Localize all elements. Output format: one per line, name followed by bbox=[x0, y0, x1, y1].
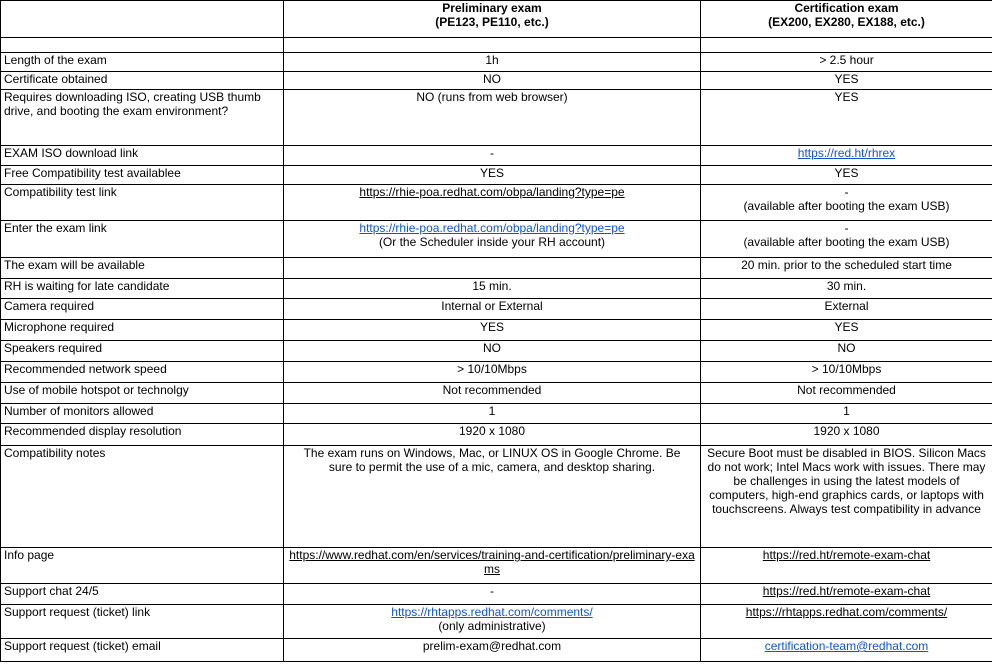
support-ticket-link[interactable]: https://rhtapps.redhat.com/comments/ bbox=[391, 605, 593, 619]
row-label: Use of mobile hotspot or technolgy bbox=[1, 383, 284, 404]
table-row bbox=[1, 166, 992, 185]
certification-value: YES bbox=[701, 72, 992, 90]
table-row bbox=[1, 341, 992, 362]
table-row bbox=[1, 299, 992, 320]
row-label: Camera required bbox=[1, 299, 284, 320]
table-row bbox=[1, 639, 992, 662]
info-page-link[interactable]: https://www.redhat.com/en/services/training-and-certification/preliminary-exams bbox=[289, 548, 695, 576]
header-row bbox=[1, 1, 992, 38]
row-label: Support chat 24/5 bbox=[1, 584, 284, 605]
preliminary-email: prelim-exam@redhat.com bbox=[284, 639, 701, 662]
certification-note: (available after booting the exam USB) bbox=[743, 235, 950, 249]
certification-value: Not recommended bbox=[701, 383, 992, 404]
row-label: Certificate obtained bbox=[1, 72, 284, 90]
preliminary-value: NO bbox=[284, 72, 701, 90]
row-label: Compatibility notes bbox=[1, 446, 284, 548]
certification-value: 1920 x 1080 bbox=[701, 424, 992, 446]
certification-value: > 10/10Mbps bbox=[701, 362, 992, 383]
certification-value: > 2.5 hour bbox=[701, 53, 992, 72]
header-preliminary bbox=[284, 1, 701, 38]
row-label: Free Compatibility test availablee bbox=[1, 166, 284, 185]
table-row bbox=[1, 424, 992, 446]
table-row bbox=[1, 548, 992, 584]
preliminary-value: The exam runs on Windows, Mac, or LINUX OS in Google Chrome. Be sure to permit the use of a mic, camera, and desktop sharing. bbox=[284, 446, 701, 548]
certification-value: - bbox=[844, 221, 849, 235]
table-row bbox=[1, 362, 992, 383]
preliminary-value: Not recommended bbox=[284, 383, 701, 404]
table-row bbox=[1, 53, 992, 72]
support-ticket-cert-link[interactable]: https://rhtapps.redhat.com/comments/ bbox=[745, 605, 948, 619]
header-certification bbox=[701, 1, 992, 38]
certification-value: Secure Boot must be disabled in BIOS. Silicon Macs do not work; Intel Macs work with issues. There may be challenges in using the latest models of computers, high-end graphics cards, or laptops with touchscreens. Always test compatibility in advance bbox=[701, 446, 992, 548]
header-certification-sub: (EX200, EX280, EX188, etc.) bbox=[768, 15, 925, 29]
spacer-row bbox=[1, 38, 992, 53]
header-preliminary-sub: (PE123, PE110, etc.) bbox=[435, 15, 549, 29]
row-label: Recommended network speed bbox=[1, 362, 284, 383]
preliminary-value: Internal or External bbox=[284, 299, 701, 320]
preliminary-value: 1 bbox=[284, 404, 701, 424]
table-row bbox=[1, 279, 992, 299]
preliminary-value: NO (runs from web browser) bbox=[284, 90, 701, 146]
row-label: The exam will be available bbox=[1, 258, 284, 279]
table-row bbox=[1, 146, 992, 166]
info-page-cert-link[interactable]: https://red.ht/remote-exam-chat bbox=[762, 548, 931, 562]
certification-value: External bbox=[701, 299, 992, 320]
preliminary-value: NO bbox=[284, 341, 701, 362]
row-label: Requires downloading ISO, creating USB thumb drive, and booting the exam environment? bbox=[1, 90, 284, 146]
header-preliminary-title: Preliminary exam bbox=[442, 1, 542, 15]
certification-value: 20 min. prior to the scheduled start time bbox=[701, 258, 992, 279]
preliminary-note: (Or the Scheduler inside your RH account) bbox=[378, 235, 606, 249]
table-row bbox=[1, 584, 992, 605]
preliminary-value: 1h bbox=[284, 53, 701, 72]
table-row bbox=[1, 90, 992, 146]
preliminary-value bbox=[284, 258, 701, 279]
row-label: Recommended display resolution bbox=[1, 424, 284, 446]
exam-iso-download-link[interactable]: https://red.ht/rhrex bbox=[797, 146, 896, 160]
row-label: Length of the exam bbox=[1, 53, 284, 72]
certification-value: 1 bbox=[701, 404, 992, 424]
certification-value: YES bbox=[701, 166, 992, 185]
certification-note: (available after booting the exam USB) bbox=[743, 199, 950, 213]
row-label: Speakers required bbox=[1, 341, 284, 362]
enter-exam-link[interactable]: https://rhie-poa.redhat.com/obpa/landing?type=pe bbox=[359, 221, 625, 235]
preliminary-value: - bbox=[284, 584, 701, 605]
row-label: EXAM ISO download link bbox=[1, 146, 284, 166]
preliminary-value: YES bbox=[284, 166, 701, 185]
compatibility-test-link[interactable]: https://rhie-poa.redhat.com/obpa/landing?type=pe bbox=[359, 185, 625, 199]
preliminary-value: 1920 x 1080 bbox=[284, 424, 701, 446]
certification-value: YES bbox=[701, 320, 992, 341]
certification-email-link[interactable]: certification-team@redhat.com bbox=[764, 639, 929, 653]
row-label: Info page bbox=[1, 548, 284, 584]
preliminary-value: - bbox=[284, 146, 701, 166]
table-row bbox=[1, 320, 992, 341]
table-row bbox=[1, 404, 992, 424]
certification-value: YES bbox=[701, 90, 992, 146]
table-row bbox=[1, 72, 992, 90]
preliminary-value: 15 min. bbox=[284, 279, 701, 299]
preliminary-value: > 10/10Mbps bbox=[284, 362, 701, 383]
header-certification-title: Certification exam bbox=[794, 1, 899, 15]
certification-value: NO bbox=[701, 341, 992, 362]
table-row bbox=[1, 258, 992, 279]
header-blank bbox=[1, 1, 284, 38]
preliminary-note: (only administrative) bbox=[438, 619, 546, 633]
table-row bbox=[1, 605, 992, 639]
row-label: RH is waiting for late candidate bbox=[1, 279, 284, 299]
table-row bbox=[1, 185, 992, 221]
row-label: Compatibility test link bbox=[1, 185, 284, 221]
row-label: Microphone required bbox=[1, 320, 284, 341]
support-chat-link[interactable]: https://red.ht/remote-exam-chat bbox=[762, 584, 931, 598]
table-row bbox=[1, 221, 992, 258]
row-label: Support request (ticket) email bbox=[1, 639, 284, 662]
certification-value: - bbox=[844, 185, 849, 199]
row-label: Enter the exam link bbox=[1, 221, 284, 258]
preliminary-value: YES bbox=[284, 320, 701, 341]
table-row bbox=[1, 446, 992, 548]
row-label: Number of monitors allowed bbox=[1, 404, 284, 424]
row-label: Support request (ticket) link bbox=[1, 605, 284, 639]
certification-value: 30 min. bbox=[701, 279, 992, 299]
table-row bbox=[1, 383, 992, 404]
